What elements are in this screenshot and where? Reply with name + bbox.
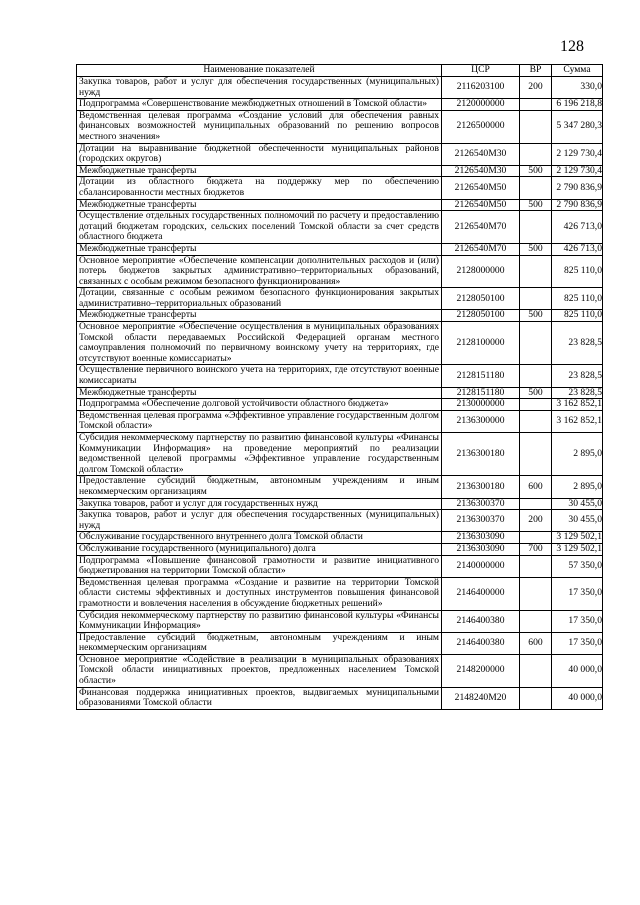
cell-name: Основное мероприятие «Содействие в реализации в муниципальных образованиях Томской области инициативных проектов, предложенных населением Томской области» — [77, 654, 442, 687]
cell-name: Подпрограмма «Повышение финансовой грамотности и развитие инициативного бюджетирования на территории Томской области» — [77, 555, 442, 577]
cell-name: Осуществление отдельных государственных полномочий по расчету и предоставлению дотаций бюджетам городских, сельских поселений Томской области за счет средств областного бюджета — [77, 211, 442, 244]
cell-vr — [520, 555, 552, 577]
cell-vr — [520, 433, 552, 476]
cell-sum: 3 162 852,1 — [552, 399, 603, 411]
cell-sum: 2 895,0 — [552, 433, 603, 476]
cell-sum: 3 162 852,1 — [552, 410, 603, 432]
table-row — [77, 610, 603, 632]
cell-name: Предоставление субсидий бюджетным, автономным учреждениям и иным некоммерческим организациям — [77, 632, 442, 654]
cell-sum: 5 347 280,3 — [552, 110, 603, 143]
cell-vr — [520, 99, 552, 111]
cell-sum: 23 828,5 — [552, 387, 603, 399]
cell-sum: 426 713,0 — [552, 211, 603, 244]
cell-vr: 200 — [520, 77, 552, 99]
cell-csr: 2136300370 — [442, 510, 520, 532]
table-row — [77, 410, 603, 432]
cell-name: Межбюджетные трансферты — [77, 387, 442, 399]
cell-sum: 17 350,0 — [552, 577, 603, 610]
cell-csr: 2146400380 — [442, 610, 520, 632]
cell-name: Основное мероприятие «Обеспечение компенсации дополнительных расходов и (или) потерь бюджетов закрытых административно–территориальных образований, связанных с особым режимом безопасного функционирования» — [77, 255, 442, 288]
cell-vr — [520, 288, 552, 310]
cell-csr: 2116203100 — [442, 77, 520, 99]
cell-csr: 2136300180 — [442, 433, 520, 476]
cell-csr: 2128151180 — [442, 365, 520, 387]
cell-vr: 500 — [520, 310, 552, 322]
cell-vr — [520, 654, 552, 687]
cell-csr: 2128000000 — [442, 255, 520, 288]
cell-sum: 40 000,0 — [552, 654, 603, 687]
cell-vr: 700 — [520, 543, 552, 555]
cell-name: Субсидия некоммерческому партнерству по развитию финансовой культуры «Финансы Коммуникации Информация» — [77, 610, 442, 632]
cell-sum: 2 895,0 — [552, 476, 603, 498]
table-row — [77, 288, 603, 310]
cell-sum: 3 129 502,1 — [552, 532, 603, 544]
cell-sum: 3 129 502,1 — [552, 543, 603, 555]
cell-vr: 500 — [520, 199, 552, 211]
table-row — [77, 498, 603, 510]
cell-vr: 500 — [520, 243, 552, 255]
cell-sum: 825 110,0 — [552, 288, 603, 310]
cell-name: Закупка товаров, работ и услуг для обеспечения государственных (муниципальных) нужд — [77, 77, 442, 99]
cell-csr: 2140000000 — [442, 555, 520, 577]
cell-sum: 17 350,0 — [552, 610, 603, 632]
cell-name: Закупка товаров, работ и услуг для обеспечения государственных (муниципальных) нужд — [77, 510, 442, 532]
table-header-row — [77, 65, 603, 77]
cell-vr — [520, 110, 552, 143]
budget-table — [76, 64, 603, 710]
cell-sum: 330,0 — [552, 77, 603, 99]
table-row — [77, 199, 603, 211]
cell-sum: 17 350,0 — [552, 632, 603, 654]
table-row — [77, 310, 603, 322]
table-row — [77, 433, 603, 476]
cell-name: Ведомственная целевая программа «Создание и развитие на территории Томской области системы эффективных и доступных инструментов повышения финансовой грамотности и вовлечения населения в обсуждение бюджетных решений» — [77, 577, 442, 610]
table-row — [77, 555, 603, 577]
header-sum: Сумма — [552, 65, 603, 77]
cell-csr: 2126540М30 — [442, 143, 520, 165]
table-row — [77, 110, 603, 143]
cell-sum: 23 828,5 — [552, 365, 603, 387]
table-row — [77, 532, 603, 544]
cell-name: Подпрограмма «Обеспечение долговой устойчивости областного бюджета» — [77, 399, 442, 411]
table-row — [77, 211, 603, 244]
table-row — [77, 510, 603, 532]
header-csr: ЦСР — [442, 65, 520, 77]
header-name: Наименование показателей — [77, 65, 442, 77]
table-row — [77, 165, 603, 177]
cell-sum: 2 790 836,9 — [552, 199, 603, 211]
page-number: 128 — [560, 38, 584, 55]
cell-vr — [520, 211, 552, 244]
table-row — [77, 322, 603, 365]
table-row — [77, 399, 603, 411]
table-row — [77, 543, 603, 555]
cell-name: Осуществление первичного воинского учета на территориях, где отсутствуют военные комиссариаты — [77, 365, 442, 387]
cell-name: Дотации, связанные с особым режимом безопасного функционирования закрытых административно–территориальных образований — [77, 288, 442, 310]
cell-csr: 2136303090 — [442, 532, 520, 544]
cell-name: Обслуживание государственного (муниципального) долга — [77, 543, 442, 555]
cell-csr: 2126540М30 — [442, 165, 520, 177]
cell-sum: 30 455,0 — [552, 510, 603, 532]
cell-vr: 600 — [520, 632, 552, 654]
cell-csr: 2128100000 — [442, 322, 520, 365]
cell-sum: 30 455,0 — [552, 498, 603, 510]
table-row — [77, 577, 603, 610]
cell-sum: 6 196 218,8 — [552, 99, 603, 111]
cell-csr: 2126540М70 — [442, 243, 520, 255]
cell-vr: 200 — [520, 510, 552, 532]
header-vr: ВР — [520, 65, 552, 77]
cell-csr: 2136300000 — [442, 410, 520, 432]
cell-vr — [520, 577, 552, 610]
table-row — [77, 243, 603, 255]
cell-vr — [520, 399, 552, 411]
cell-name: Ведомственная целевая программа «Создание условий для обеспечения равных финансовых возможностей муниципальных образований по решению вопросов местного значения» — [77, 110, 442, 143]
cell-csr: 2148240М20 — [442, 687, 520, 709]
cell-vr — [520, 498, 552, 510]
cell-csr: 2130000000 — [442, 399, 520, 411]
cell-name: Подпрограмма «Совершенствование межбюджетных отношений в Томской области» — [77, 99, 442, 111]
cell-sum: 2 129 730,4 — [552, 165, 603, 177]
table-row — [77, 632, 603, 654]
cell-vr — [520, 255, 552, 288]
cell-name: Межбюджетные трансферты — [77, 310, 442, 322]
cell-sum: 825 110,0 — [552, 255, 603, 288]
cell-name: Межбюджетные трансферты — [77, 243, 442, 255]
cell-csr: 2148200000 — [442, 654, 520, 687]
cell-name: Предоставление субсидий бюджетным, автономным учреждениям и иным некоммерческим организациям — [77, 476, 442, 498]
cell-csr: 2136300370 — [442, 498, 520, 510]
cell-vr — [520, 410, 552, 432]
table-row — [77, 654, 603, 687]
cell-vr — [520, 365, 552, 387]
cell-sum: 426 713,0 — [552, 243, 603, 255]
cell-csr: 2128151180 — [442, 387, 520, 399]
cell-vr: 500 — [520, 165, 552, 177]
cell-name: Дотации из областного бюджета на поддержку мер по обеспечению сбалансированности местных бюджетов — [77, 177, 442, 199]
table-row — [77, 255, 603, 288]
cell-sum: 2 790 836,9 — [552, 177, 603, 199]
cell-sum: 57 350,0 — [552, 555, 603, 577]
cell-csr: 2126540М50 — [442, 199, 520, 211]
table-row — [77, 365, 603, 387]
cell-vr: 500 — [520, 387, 552, 399]
cell-name: Межбюджетные трансферты — [77, 165, 442, 177]
cell-csr: 2126500000 — [442, 110, 520, 143]
cell-name: Ведомственная целевая программа «Эффективное управление государственным долгом Томской области» — [77, 410, 442, 432]
cell-vr — [520, 322, 552, 365]
table-row — [77, 387, 603, 399]
cell-vr — [520, 610, 552, 632]
cell-sum: 40 000,0 — [552, 687, 603, 709]
cell-sum: 2 129 730,4 — [552, 143, 603, 165]
table-row — [77, 99, 603, 111]
cell-csr: 2136300180 — [442, 476, 520, 498]
cell-csr: 2146400380 — [442, 632, 520, 654]
cell-name: Межбюджетные трансферты — [77, 199, 442, 211]
table-row — [77, 476, 603, 498]
cell-name: Финансовая поддержка инициативных проектов, выдвигаемых муниципальными образованиями Томской области — [77, 687, 442, 709]
cell-vr — [520, 143, 552, 165]
cell-name: Основное мероприятие «Обеспечение осуществления в муниципальных образованиях Томской области передаваемых Российской Федерацией органам местного самоуправления полномочий по первичному воинскому учету на территориях, где отсутствуют военные комиссариаты» — [77, 322, 442, 365]
cell-sum: 23 828,5 — [552, 322, 603, 365]
cell-sum: 825 110,0 — [552, 310, 603, 322]
cell-name: Дотации на выравнивание бюджетной обеспеченности муниципальных районов (городских округов) — [77, 143, 442, 165]
cell-csr: 2136303090 — [442, 543, 520, 555]
cell-vr — [520, 177, 552, 199]
cell-vr — [520, 687, 552, 709]
table-row — [77, 143, 603, 165]
cell-csr: 2126540М50 — [442, 177, 520, 199]
cell-vr — [520, 532, 552, 544]
cell-csr: 2128050100 — [442, 288, 520, 310]
cell-name: Закупка товаров, работ и услуг для государственных нужд — [77, 498, 442, 510]
table-row — [77, 687, 603, 709]
table-row — [77, 177, 603, 199]
cell-vr: 600 — [520, 476, 552, 498]
cell-csr: 2146400000 — [442, 577, 520, 610]
cell-name: Обслуживание государственного внутреннего долга Томской области — [77, 532, 442, 544]
cell-csr: 2126540М70 — [442, 211, 520, 244]
cell-csr: 2120000000 — [442, 99, 520, 111]
cell-name: Субсидия некоммерческому партнерству по развитию финансовой культуры «Финансы Коммуникации Информация» на проведение мероприятий по реализации ведомственной целевой программы «Эффективное управление государственным долгом Томской области» — [77, 433, 442, 476]
cell-csr: 2128050100 — [442, 310, 520, 322]
table-row — [77, 77, 603, 99]
